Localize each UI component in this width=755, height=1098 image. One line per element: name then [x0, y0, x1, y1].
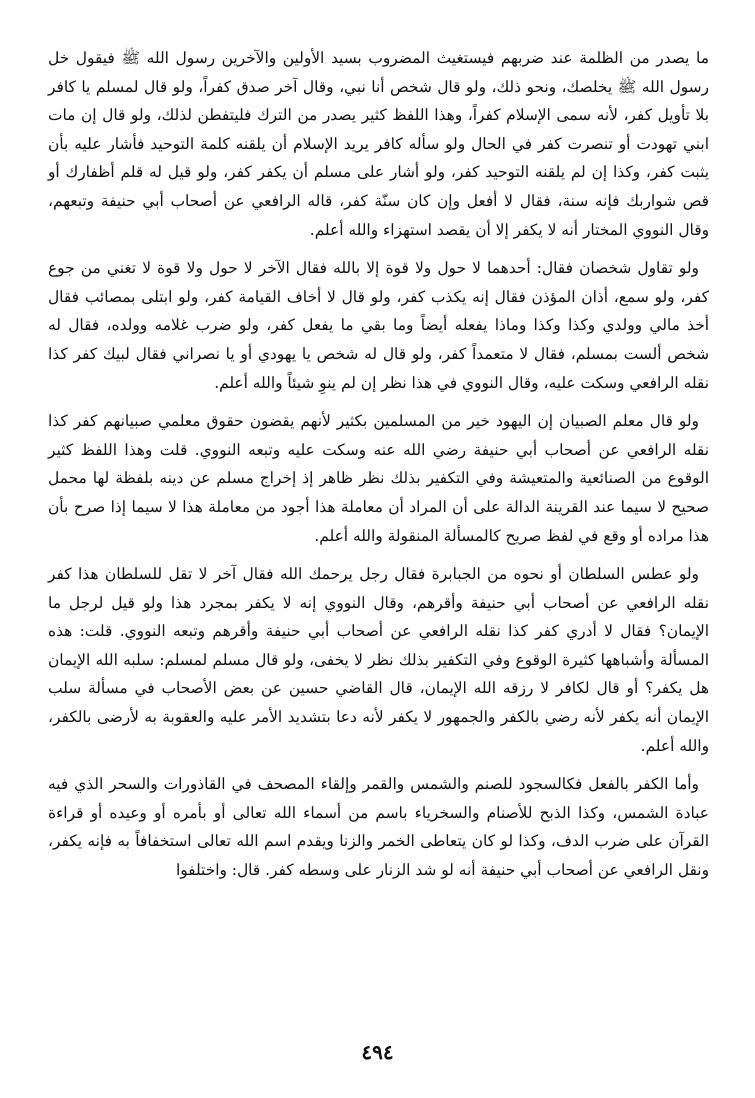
- paragraph-5: وأما الكفر بالفعل فكالسجود للصنم والشمس والقمر وإلقاء المصحف في القاذورات والسحر الذي فيه عبادة الشمس، وكذا الذبح للأصنام والسخرياء باسم من أسماء الله تعالى أو بأمره أو وعيده أو قراءة القرآن على ضرب الدف، وكذا لو كان يتعاطى الخمر والزنا ويقدم اسم الله تعالى استخفافاً به فإنه يكفر، ونقل الرافعي عن أصحاب أبي حنيفة أنه لو شد الزنار على وسطه كفر. قال: واختلفوا: [48, 775, 709, 880]
- paragraph-1: ما يصدر من الظلمة عند ضربهم فيستغيث المضروب بسيد الأولين والآخرين رسول الله ﷺ فيقول خل رسول الله ﷺ يخلصك، ونحو ذلك، ولو قال شخص أنا نبي، وقال آخر صدق كفراً، ولو قال لمسلم يا كافر بلا تأويل كفر، لأنه سمى الإسلام كفراً، وهذا اللفظ كثير يصدر من الترك فليتفطن لذلك، ولو قال إن مات ابني تهودت أو تنصرت كفر في الحال ولو سأله كافر يريد الإسلام أن يلقنه كلمة التوحيد فأشار عليه بأن يثبت كفر، وكذا إن لم يلقنه التوحيد كفر، ولو أشار على مسلم أن يكفر كفر، ولو قيل له قلم أظفارك أو قص شواربك فإنه سنة، فقال لا أفعل وإن كان سنّة كفر، قاله الرافعي عن أصحاب أبي حنيفة وتبعهم، وقال النووي المختار أنه لا يكفر إلا أن يقصد استهزاء والله أعلم.: [48, 49, 709, 239]
- paragraph-2: ولو تقاول شخصان فقال: أحدهما لا حول ولا قوة إلا بالله فقال الآخر لا حول ولا قوة لا تغني من جوع كفر، ولو سمع، أذان المؤذن فقال إنه يكذب كفر، ولو قال لا أخاف القيامة كفر، ولو ابتلى بمصائب فقال أخذ مالي وولدي وكذا وكذا وماذا يفعله أيضاً وما بقي ما يفعل كفر، ولو ضرب غلامه وولده، فقال له شخص ألست بمسلم، فقال لا متعمداً كفر، ولو قال له شخص يا يهودي أو يا نصراني فقال لبيك كفر كذا نقله الرافعي وسكت عليه، وقال النووي في هذا نظر إن لم ينوِ شيئاً والله أعلم.: [48, 259, 709, 392]
- page-number: ٤٩٤: [361, 1040, 394, 1064]
- paragraph-4: ولو عطس السلطان أو نحوه من الجبابرة فقال رجل يرحمك الله فقال آخر لا تقل للسلطان هذا كفر نقله الرافعي عن أصحاب أبي حنيفة وأقرهم، وقال النووي إنه لا يكفر بمجرد هذا ولو قيل لرجل ما الإيمان؟ فقال لا أدري كفر كذا نقله الرافعي عن أصحاب أبي حنيفة وأقرهم وتبعه النووي. قلت: هذه المسألة وأشباهها كثيرة الوقوع وفي التكفير بذلك نظر لا يخفى، ولو قال مسلم لمسلم: سلبه الله الإيمان هل يكفر؟ أو قال لكافر لا رزقه الله الإيمان، قال القاضي حسين عن بعض الأصحاب في مسألة سلب الإيمان أنه يكفر لأنه رضي بالكفر والجمهور لا يكفر لأنه دعا بتشديد الأمر عليه والعقوبة به لأرضى بالكفر، والله أعلم.: [48, 565, 709, 755]
- paragraph-3: ولو قال معلم الصبيان إن اليهود خير من المسلمين بكثير لأنهم يقضون حقوق معلمي صبيانهم كفر كذا نقله الرافعي عن أصحاب أبي حنيفة رضي الله عنه وسكت عليه وتبعه النووي. قلت وهذا اللفظ كثير الوقوع من الصنائعية والمتعيشة وفي التكفير بذلك نظر ظاهر إذ إخراج مسلم عن دينه بلفظة لها محمل صحيح لا سيما عند القرينة الدالة على أن المراد أن معاملة هذا أجود من معاملة هذا لا سيما إذا صرح بأن هذا مراده أو وقع في لفظ صريح كالمسألة المنقولة والله أعلم.: [48, 412, 709, 545]
- text-body: [48, 44, 709, 885]
